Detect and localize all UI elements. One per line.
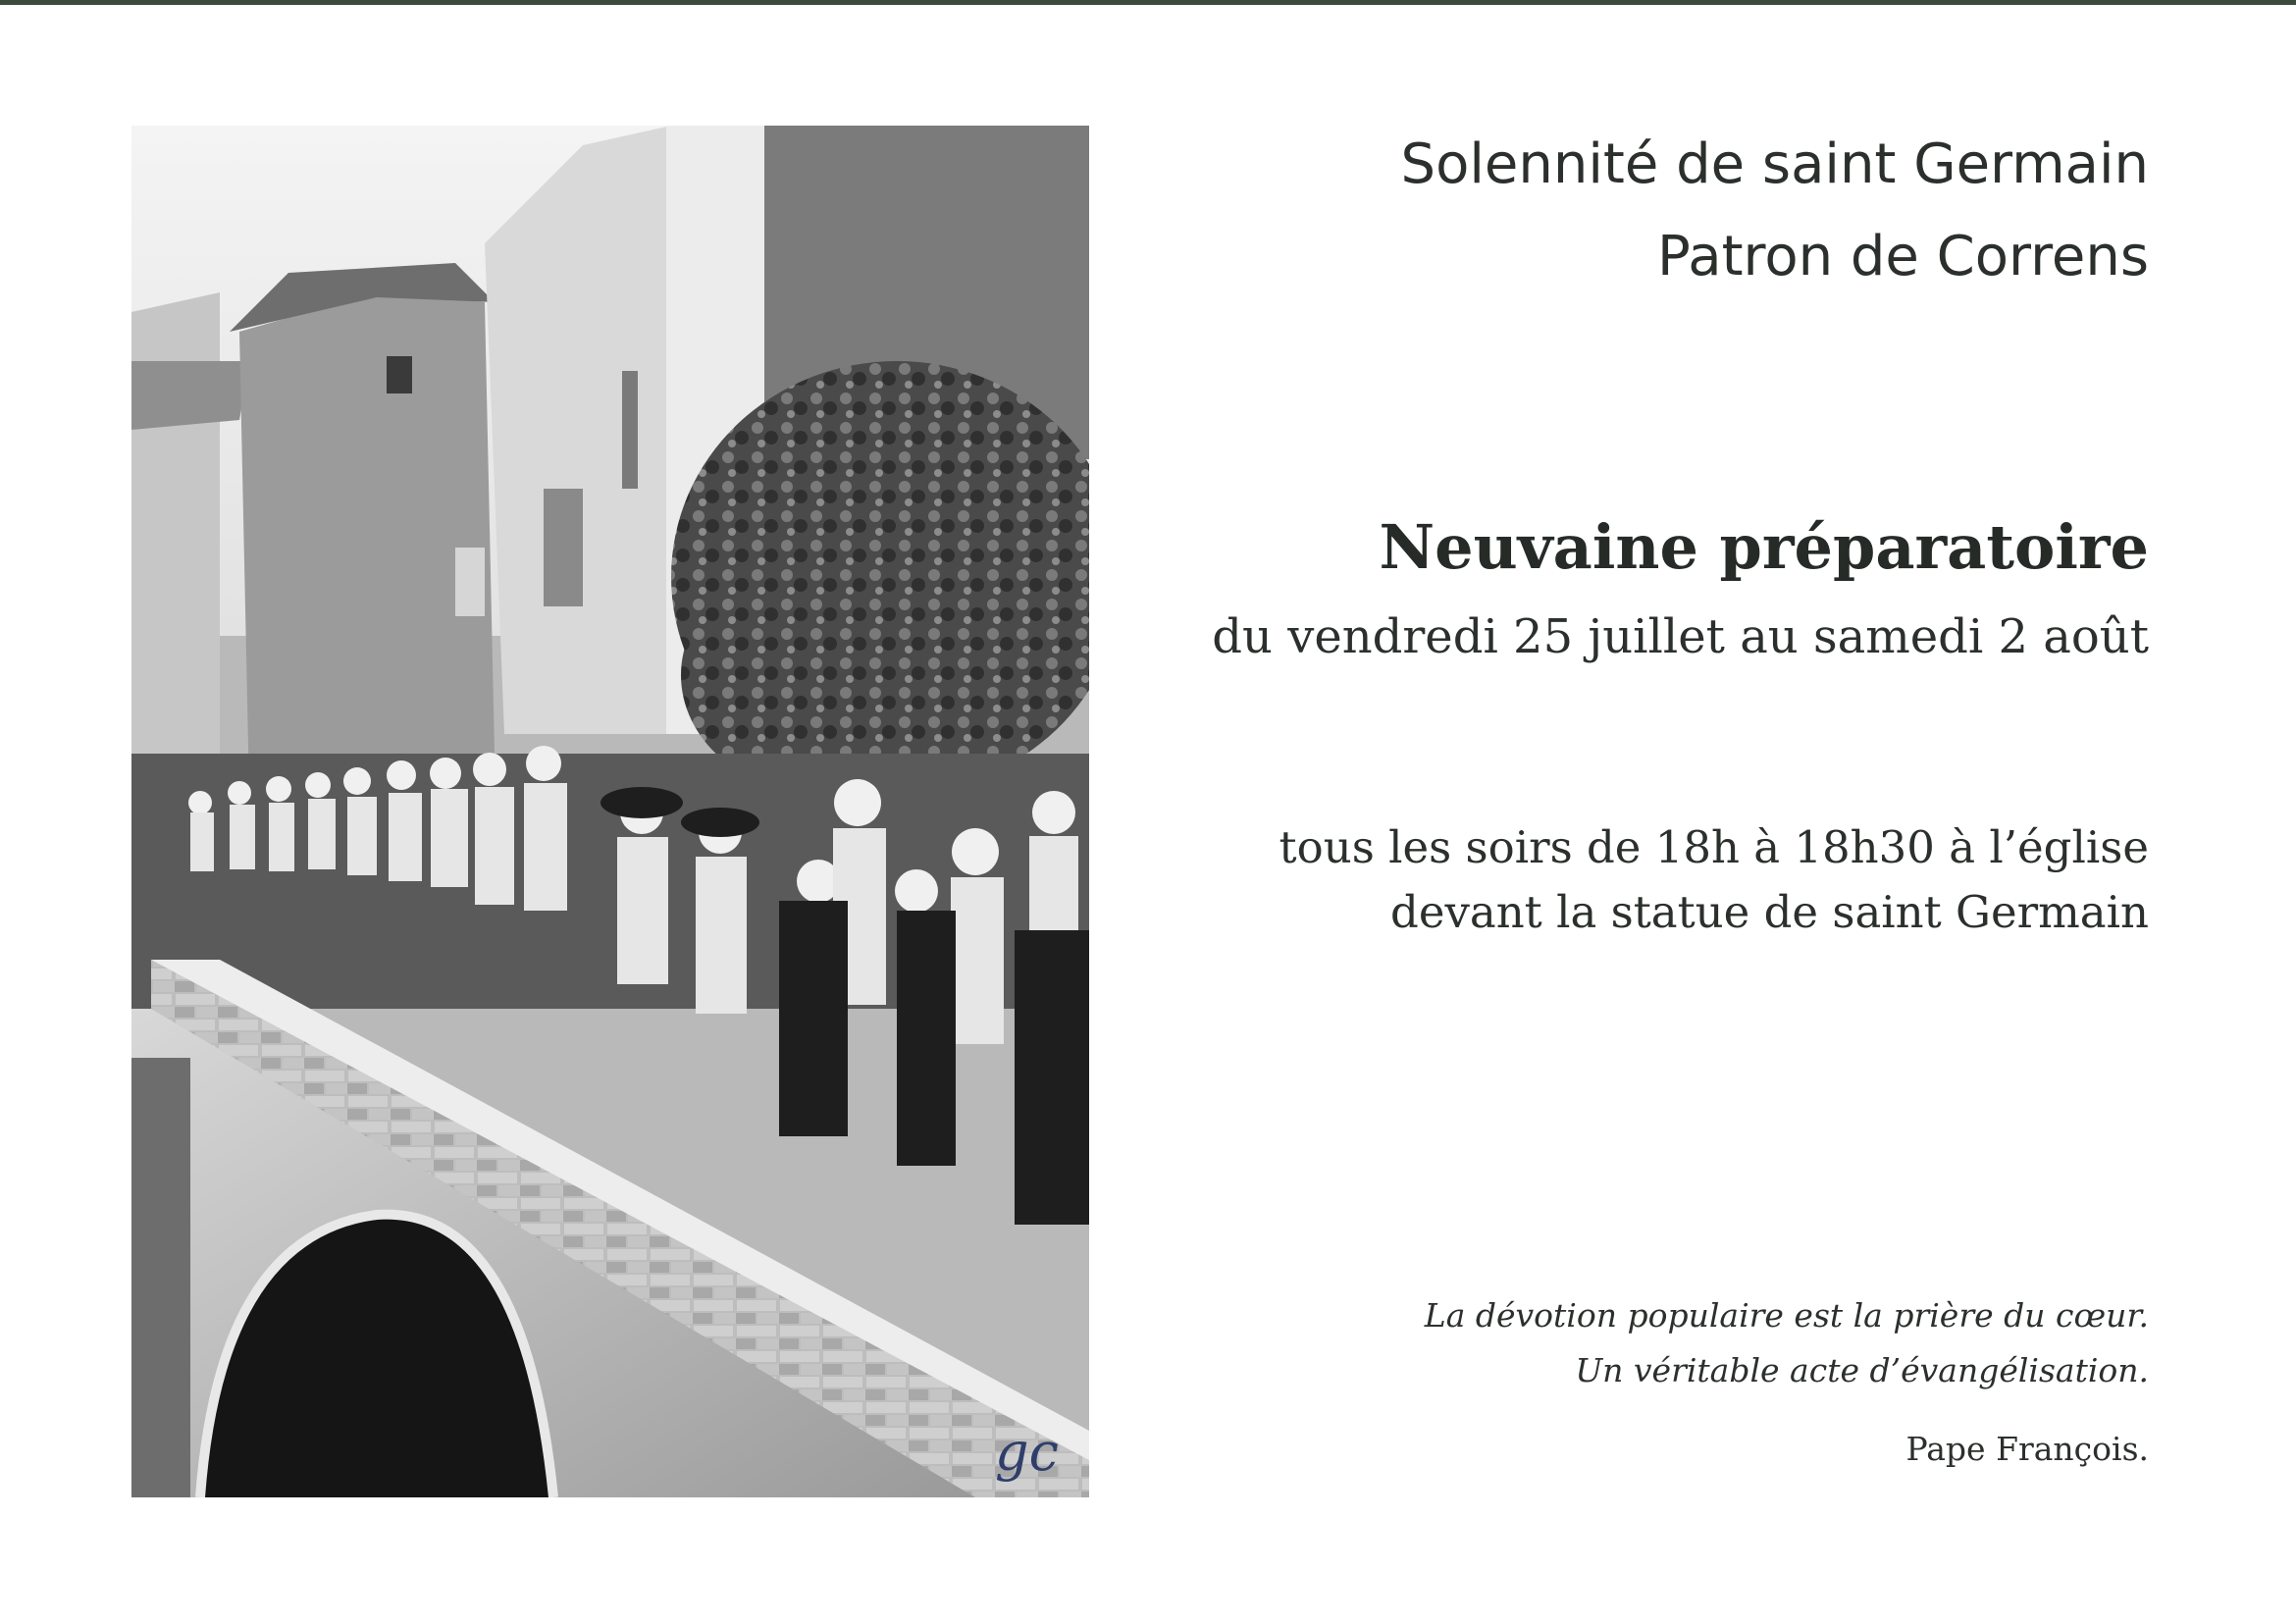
schedule-line-2: devant la statue de saint Germain bbox=[1390, 886, 2149, 938]
quote-line-1: La dévotion populaire est la prière du cœur. bbox=[1424, 1296, 2149, 1335]
photo-signature: gc bbox=[995, 1421, 1059, 1483]
schedule-line-1: tous les soirs de 18h à 18h30 à l’église bbox=[1278, 821, 2149, 873]
event-title: Neuvaine préparatoire bbox=[1379, 511, 2149, 583]
procession-photo bbox=[131, 126, 1089, 1497]
header-line-1: Solennité de saint Germain bbox=[1400, 132, 2149, 196]
event-dates: du vendredi 25 juillet au samedi 2 août bbox=[1212, 609, 2149, 664]
scan-edge-line bbox=[0, 0, 2296, 5]
header-line-2: Patron de Correns bbox=[1657, 225, 2149, 288]
quote-line-2: Un véritable acte d’évangélisation. bbox=[1575, 1351, 2149, 1389]
quote-author: Pape François. bbox=[1905, 1430, 2149, 1468]
